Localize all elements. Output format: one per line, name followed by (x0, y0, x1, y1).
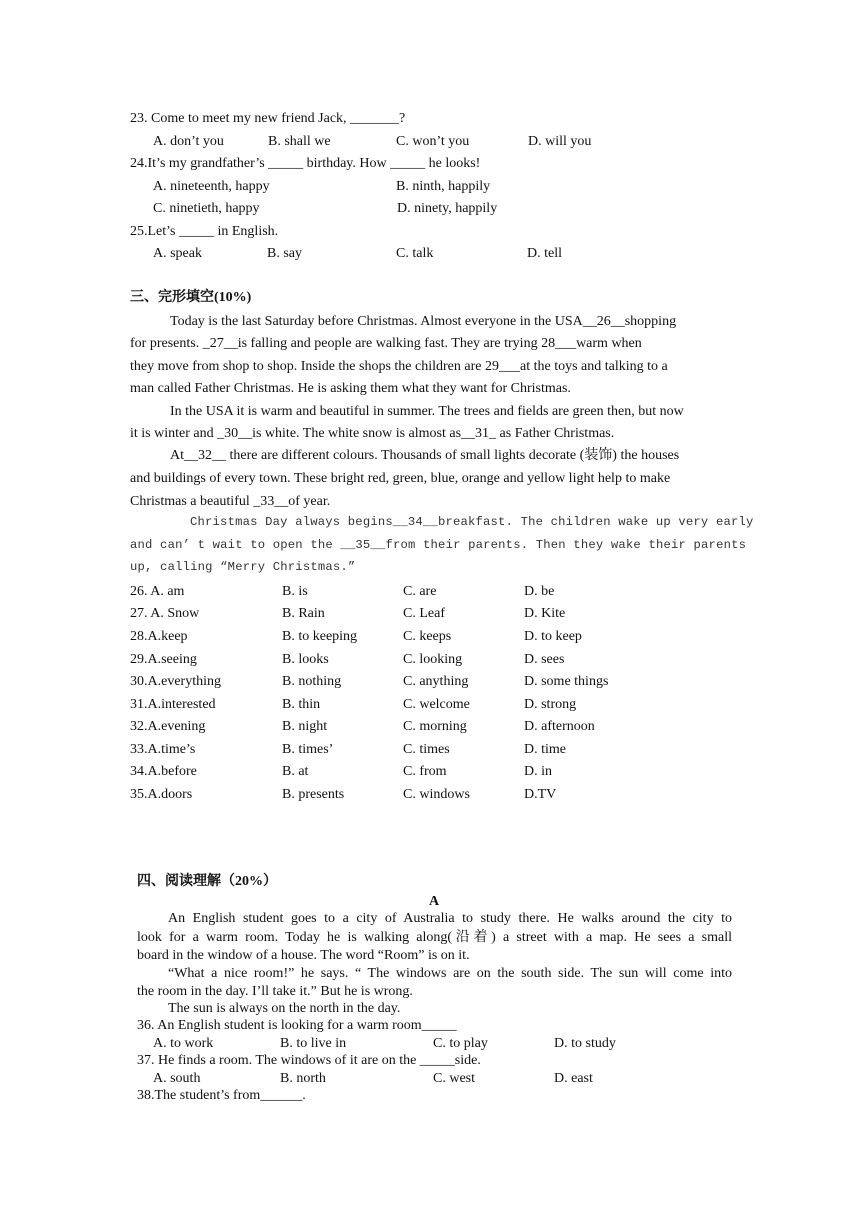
question-37-option-b: B. north (280, 1071, 326, 1086)
reading-line: “What a nice room!” he says. “ The windows are on the south side. The sun will come into (168, 966, 732, 981)
question-23-stem: 23. Come to meet my new friend Jack, _______? (130, 111, 406, 126)
cloze-line: At__32__ there are different colours. Thousands of small lights decorate (装饰) the houses (170, 448, 680, 463)
question-24-option-a: A. nineteenth, happy (153, 179, 270, 194)
question-24-option-c: C. ninetieth, happy (153, 201, 260, 216)
option-28-a: 28.A.keep (130, 629, 188, 644)
option-27-c: C. Leaf (403, 606, 445, 621)
question-36-option-d: D. to study (554, 1036, 616, 1051)
option-29-c: C. looking (403, 652, 463, 667)
question-24-option-b: B. ninth, happily (396, 179, 491, 194)
question-36-option-c: C. to play (433, 1036, 488, 1051)
option-26-d: D. be (524, 584, 555, 599)
cloze-line: they move from shop to shop. Inside the shops the children are 29___at the toys and talking to a (130, 359, 668, 374)
option-33-d: D. time (524, 742, 566, 757)
question-24-option-d: D. ninety, happily (397, 201, 498, 216)
option-32-d: D. afternoon (524, 719, 595, 734)
option-28-b: B. to keeping (282, 629, 358, 644)
question-36-option-b: B. to live in (280, 1036, 347, 1051)
option-28-d: D. to keep (524, 629, 582, 644)
question-23-option-c: C. won’t you (396, 134, 470, 149)
question-37-option-a: A. south (153, 1071, 201, 1086)
reading-line: look for a warm room. Today he is walking along(沿着) a street with a map. He sees a small (137, 930, 732, 945)
question-25-stem: 25.Let’s _____ in English. (130, 224, 279, 239)
option-27-d: D. Kite (524, 606, 566, 621)
option-31-c: C. welcome (403, 697, 470, 712)
question-37-option-d: D. east (554, 1071, 593, 1086)
question-37-option-c: C. west (433, 1071, 475, 1086)
question-25-option-d: D. tell (527, 246, 562, 261)
reading-line: An English student goes to a city of Australia to study there. He walks around the city to (168, 911, 732, 926)
option-26-c: C. are (403, 584, 437, 599)
option-30-b: B. nothing (282, 674, 342, 689)
question-38-stem: 38.The student’s from______. (137, 1088, 306, 1103)
option-35-d: D.TV (524, 787, 557, 802)
question-23-option-d: D. will you (528, 134, 592, 149)
cloze-line: and buildings of every town. These bright red, green, blue, orange and yellow light help to make (130, 471, 671, 486)
question-25-option-c: C. talk (396, 246, 434, 261)
option-29-b: B. looks (282, 652, 329, 667)
question-23-option-b: B. shall we (268, 134, 331, 149)
option-34-c: C. from (403, 764, 447, 779)
cloze-line: Today is the last Saturday before Christmas. Almost everyone in the USA__26__shopping (170, 314, 677, 329)
cloze-line: for presents. _27__is falling and people are walking fast. They are trying 28___warm when (130, 336, 642, 351)
reading-line: The sun is always on the north in the day. (168, 1001, 401, 1016)
option-33-c: C. times (403, 742, 450, 757)
question-25-option-a: A. speak (153, 246, 202, 261)
option-30-c: C. anything (403, 674, 469, 689)
option-34-b: B. at (282, 764, 309, 779)
option-32-b: B. night (282, 719, 328, 734)
option-27-a: 27. A. Snow (130, 606, 200, 621)
option-31-d: D. strong (524, 697, 577, 712)
cloze-line: Christmas a beautiful _33__of year. (130, 494, 331, 509)
question-36-option-a: A. to work (153, 1036, 214, 1051)
option-30-d: D. some things (524, 674, 609, 689)
question-24-stem: 24.It’s my grandfather’s _____ birthday. How _____ he looks! (130, 156, 481, 171)
option-31-b: B. thin (282, 697, 321, 712)
cloze-line: it is winter and _30__is white. The white snow is almost as__31_ as Father Christmas. (130, 426, 615, 441)
option-34-a: 34.A.before (130, 764, 197, 779)
option-35-a: 35.A.doors (130, 787, 193, 802)
option-29-d: D. sees (524, 652, 565, 667)
option-29-a: 29.A.seeing (130, 652, 197, 667)
cloze-line-mono: Christmas Day always begins__34__breakfast. The children wake up very early (190, 515, 754, 529)
question-37-stem: 37. He finds a room. The windows of it are on the _____side. (137, 1053, 481, 1068)
cloze-line-mono: up, calling “Merry Christmas.” (130, 560, 356, 574)
option-33-b: B. times’ (282, 742, 334, 757)
option-26-b: B. is (282, 584, 308, 599)
option-33-a: 33.A.time’s (130, 742, 196, 757)
option-35-b: B. presents (282, 787, 345, 802)
option-26-a: 26. A. am (130, 584, 185, 599)
cloze-line-mono: and can’ t wait to open the __35__from their parents. Then they wake their parents (130, 538, 747, 552)
cloze-line: In the USA it is warm and beautiful in summer. The trees and fields are green then, but now (170, 404, 684, 419)
reading-line: the room in the day. I’ll take it.” But he is wrong. (137, 984, 413, 999)
reading-line: board in the window of a house. The word “Room” is on it. (137, 948, 470, 963)
question-25-option-b: B. say (267, 246, 302, 261)
option-35-c: C. windows (403, 787, 470, 802)
question-36-stem: 36. An English student is looking for a warm room_____ (137, 1018, 457, 1033)
section-3-heading: 三、完形填空(10%) (130, 290, 252, 305)
option-27-b: B. Rain (282, 606, 325, 621)
option-32-a: 32.A.evening (130, 719, 206, 734)
passage-title: A (429, 894, 440, 909)
option-31-a: 31.A.interested (130, 697, 216, 712)
cloze-line: man called Father Christmas. He is asking them what they want for Christmas. (130, 381, 571, 396)
question-23-option-a: A. don’t you (153, 134, 224, 149)
section-4-heading: 四、阅读理解（20%） (137, 874, 277, 889)
option-28-c: C. keeps (403, 629, 452, 644)
option-34-d: D. in (524, 764, 552, 779)
option-30-a: 30.A.everything (130, 674, 221, 689)
option-32-c: C. morning (403, 719, 467, 734)
